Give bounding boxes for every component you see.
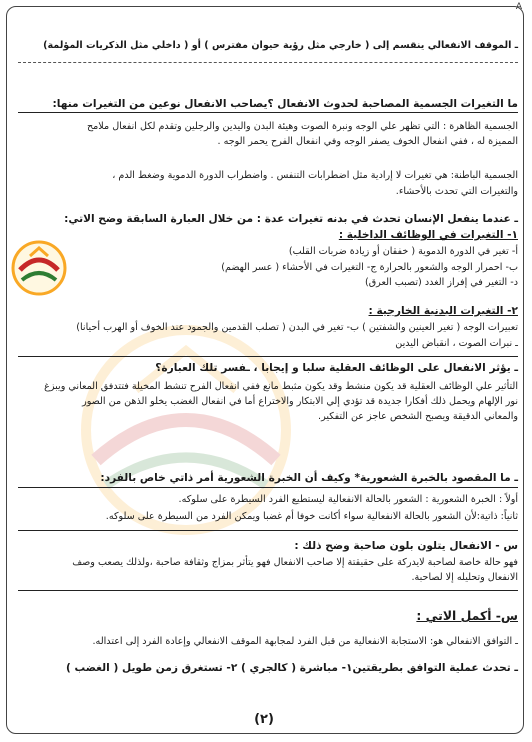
paragraph-line: فهو حالة خاصة لصاحبة لايدركة على حقيقتة إلا صاحب الانفعال فهو يتأثر بمزاج وثقافة صاحبة ،ولذلك يصعب وصف (72, 557, 518, 568)
list-item: أ- تغير في الدورة الدموية ( خفقان أو زيادة ضربات القلب) (288, 246, 518, 257)
intro-line: ـ الموقف الانفعالي ينقسم إلى ( خارجي مثل رؤية حيوان مفترس ) أو ( داخلي مثل الذكريات المؤلمة) (43, 40, 518, 51)
sub-heading: ٢- التغيرات البدنية الخارجية : (368, 305, 518, 317)
paragraph-line: الجسمية الظاهرة : التي تظهر علي الوجه ونبرة الصوت وهيئة البدن واليدين والرجلين وتقدم لكل انفعال ملامح (86, 121, 518, 132)
question-heading: ـ يؤثر الانفعال على الوظائف العقلية سلبا و إيجابا ، ـفسر تلك العبارة؟ (155, 362, 518, 374)
watermark-logo (36, 320, 336, 540)
list-item: ب- احمرار الوجه والشعور بالحرارة ج- التغيرات في الأحشاء ( عسر الهضم) (221, 262, 518, 273)
complete-heading: س- أكمل الاتي : (416, 608, 518, 623)
paragraph-line: ثانياً: ذاتية:لأن الشعور بالحالة الانفعالية سواء أكانت خوفا أم غضبا ويمكن الفرد من السيطرة على سلوكه. (105, 511, 518, 522)
question-heading: ـ عندما ينفعل الإنسان تحدث في بدنه تغيرات عدة : من خلال العبارة السابقة وضح الاتي: (64, 213, 518, 225)
question-heading: ـ ما المقصود بالخبرة الشعورية* وكيف أن الخبرة الشعورية أمر ذاتي خاص بالفرد: (100, 472, 518, 484)
corner-mark: A (515, 2, 522, 12)
divider (18, 590, 518, 591)
divider (18, 112, 518, 113)
paragraph-line: أولاً : الخبرة الشعورية : الشعور بالحالة الانفعالية ليستطيع الفرد السيطرة على سلوكه. (178, 494, 518, 505)
paragraph-line: التأثير علي الوظائف العقلية قد يكون منشط وقد يكون مثبط مانع ففي انفعال الفرح تنشط المخيلة فتتدفق المعاني ويبزغ (44, 381, 518, 392)
question-heading: ما التغيرات الجسمية المصاحبة لحدوث الانفعال ؟يصاحب الانفعال نوعين من التغيرات منها: (52, 98, 518, 110)
paragraph-line: نور الإلهام ويحمل ذلك أفكارا جديدة قد تؤدي إلي الابتكار والاختراع أما في انفعال الغضب يخلو الذهن من الصور (82, 396, 518, 407)
list-item: ـ نبرات الصوت ، انقباض اليدين (395, 338, 518, 349)
divider (18, 530, 518, 531)
divider (18, 356, 518, 357)
divider (18, 487, 518, 488)
sub-heading: ١- التغيرات في الوظائف الداخلية : (338, 229, 518, 241)
list-item: تعبيرات الوجه ( تغير العينين والشفتين ) ب- تغير في البدن ( تصلب القدمين والجمود عند الخوف أو الهرب أحيانا) (76, 322, 518, 333)
paragraph-line: والمعاني الدقيقة ويصبح الشخص عاجز عن التفكير. (318, 411, 518, 422)
list-item: د- التغير في إفراز الغدد (تصبب العرق) (364, 277, 518, 288)
page-number: (٢) (254, 712, 274, 727)
paragraph-line: ـ تحدث عملية التوافق بطريقتين١- مباشرة ( كالجري ) ٢- تستغرق زمن طويل ( الغضب ) (66, 662, 518, 674)
question-heading: س - الانفعال يتلون بلون صاحبة وضح ذلك : (294, 540, 518, 552)
divider (18, 62, 518, 63)
paragraph-line: والتغيرات التي تحدث بالأحشاء. (395, 186, 518, 197)
paragraph-line: الجسمية الباطنة: هي تغيرات لا إرادية مثل اضطرابات التنفس . واضطراب الدورة الدموية وضغط الدم ، (112, 170, 518, 181)
paragraph-line: المميزة له ، ففي انفعال الخوف يصفر الوجه وفي انفعال الفرح يحمر الوجه . (217, 136, 518, 147)
paragraph-line: ـ التوافق الانفعالي هو: الاستجابة الانفعالية من قبل الفرد لمجابهة الموقف الانفعالي وإعادة الفرد إلى اعتداله. (92, 636, 518, 647)
school-logo (10, 240, 68, 296)
paragraph-line: الانفعال وتحليله إلا لصاحبة. (411, 572, 518, 583)
